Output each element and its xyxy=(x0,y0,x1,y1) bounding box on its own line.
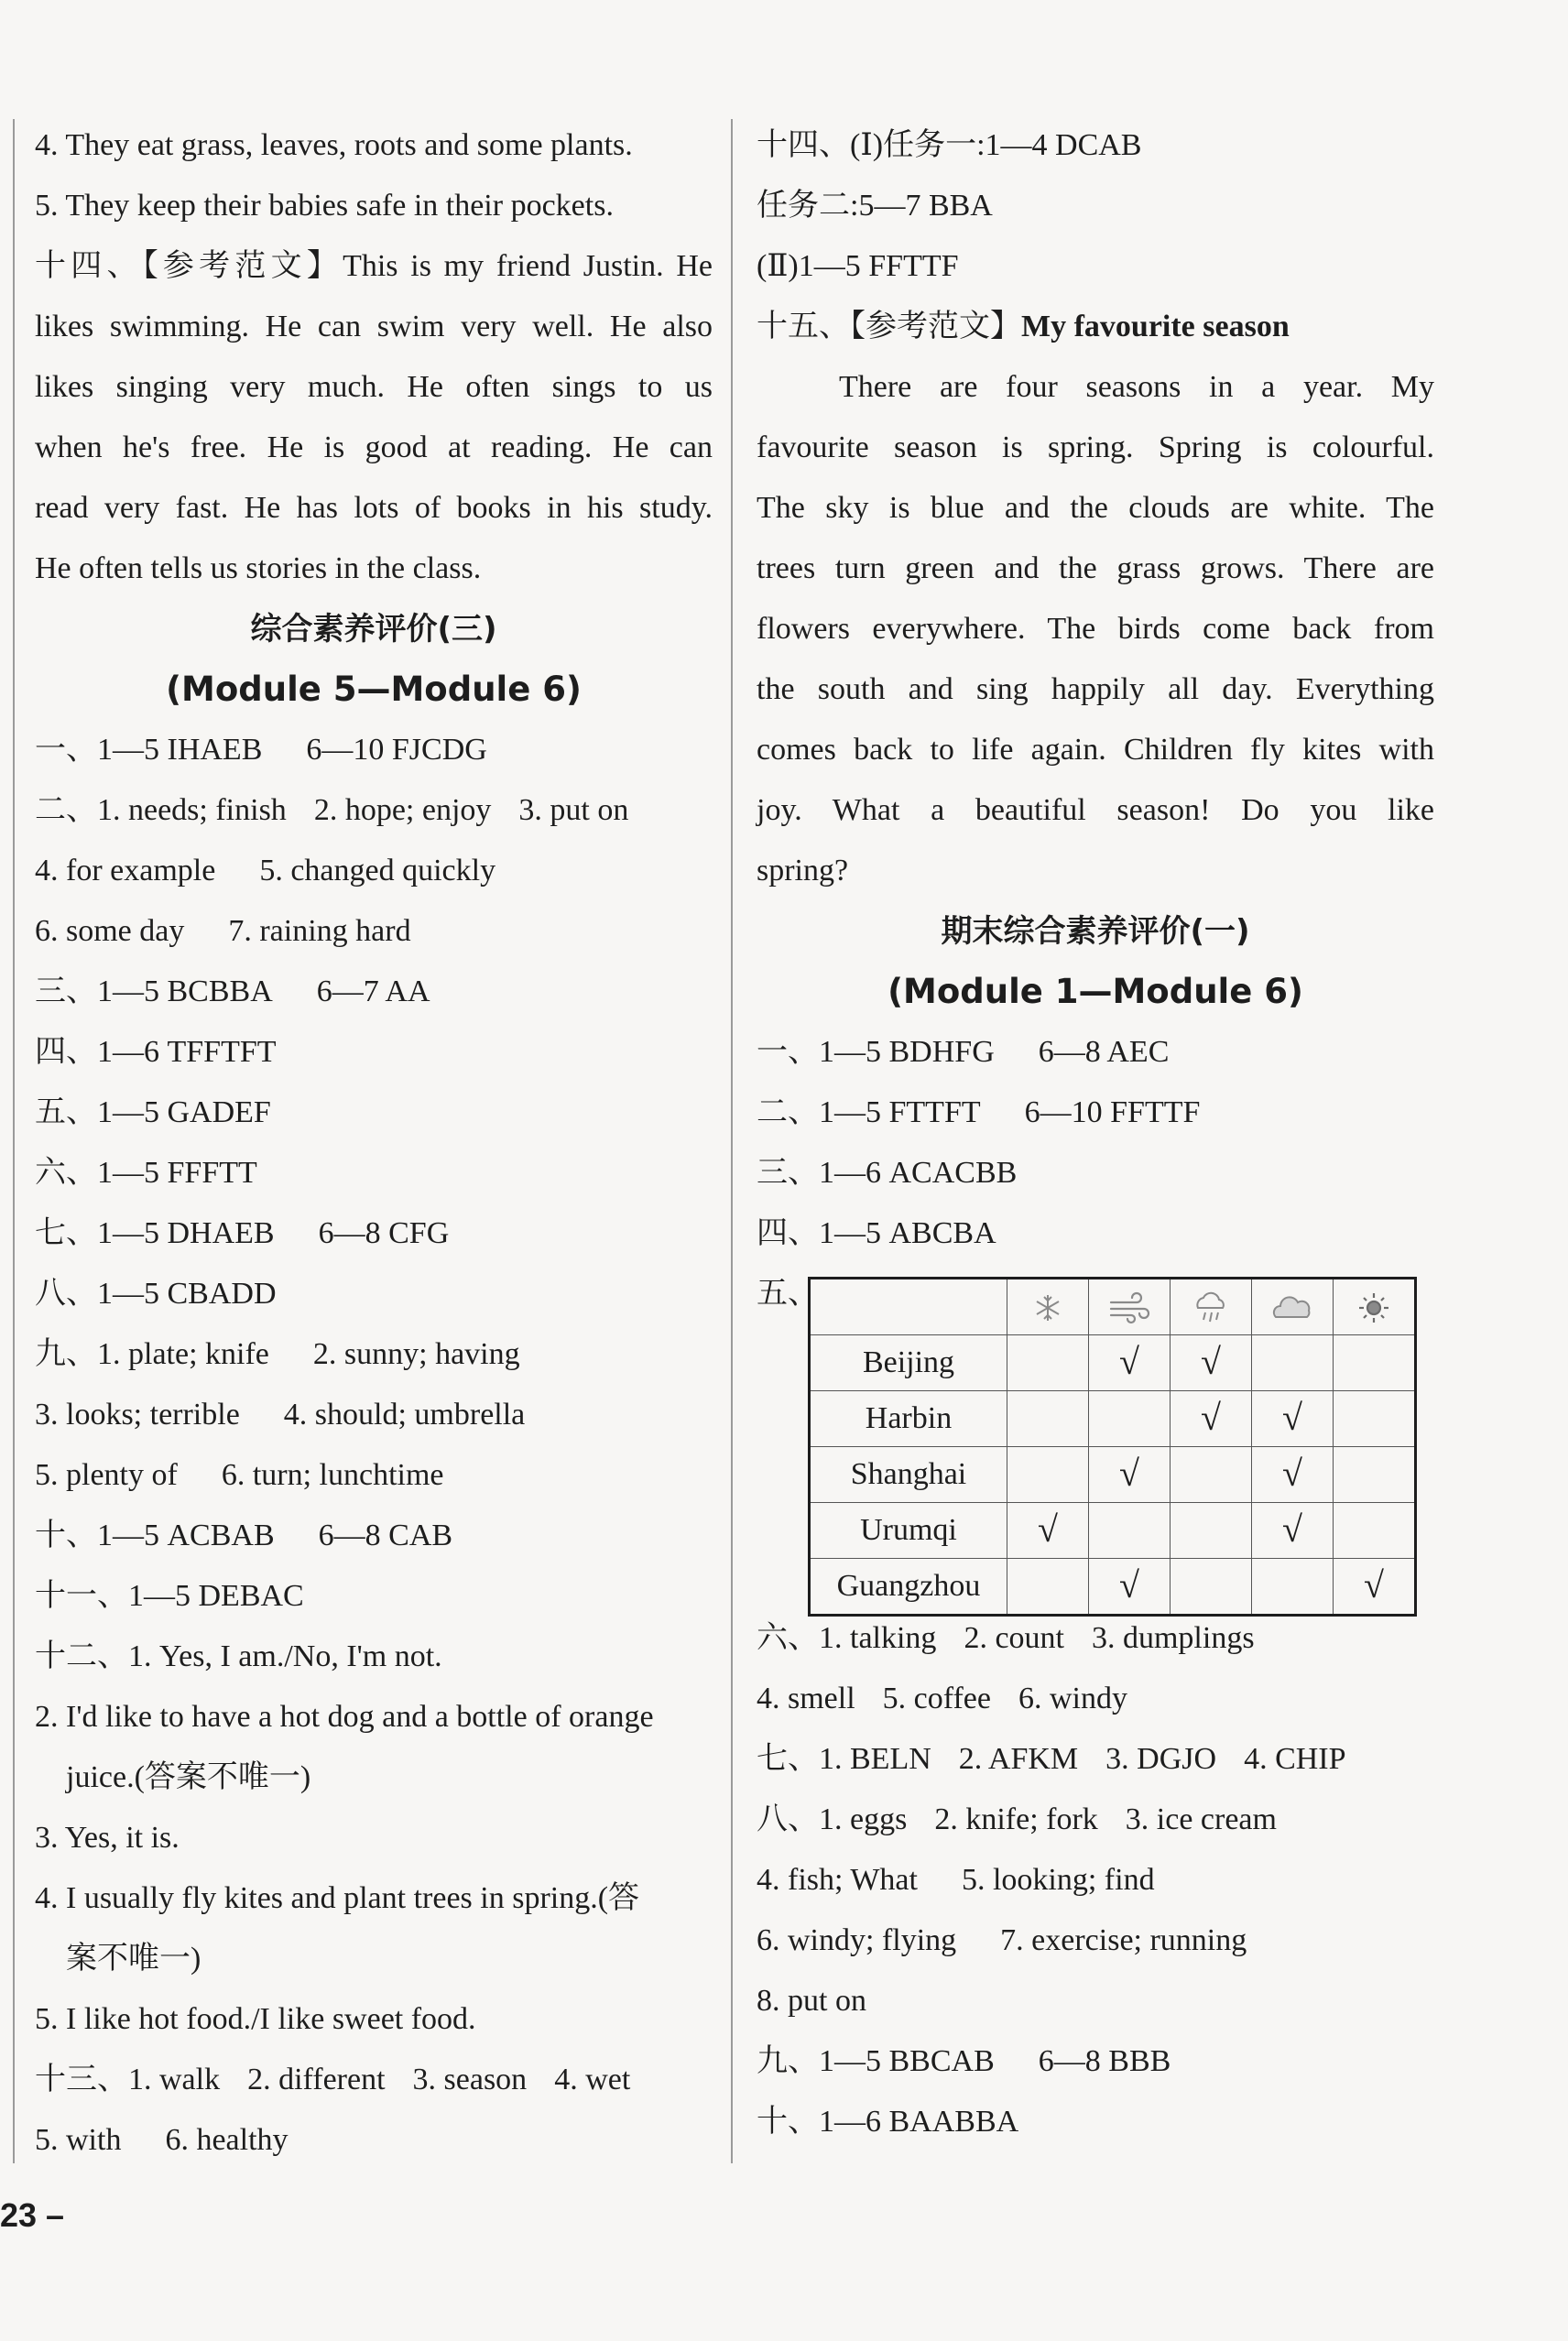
answer-segment: 3. dumplings xyxy=(1091,1621,1255,1655)
mark-cell xyxy=(1171,1503,1252,1559)
answer-segment: 6—8 CFG xyxy=(318,1216,450,1250)
answer-segment: 二、1. needs; finish xyxy=(35,793,287,827)
answer-segment: 十、1—5 ACBAB xyxy=(35,1519,275,1552)
answer-segment: 3. ice cream xyxy=(1125,1802,1277,1836)
section-subtitle: (Module 5—Module 6) xyxy=(166,670,582,709)
answer-segment: 八、1—5 CBADD xyxy=(35,1277,277,1311)
answer-line xyxy=(35,1324,713,1385)
answer-segment: 6—10 FJCDG xyxy=(306,733,487,767)
answer-line xyxy=(757,2092,1434,2152)
answer-segment: 4. smell xyxy=(757,1682,855,1715)
city-cell: Harbin xyxy=(810,1391,1007,1447)
answer-segment: 三、1—5 BCBBA xyxy=(35,975,273,1008)
answer-segment: 6. healthy xyxy=(165,2123,289,2157)
answer-list xyxy=(757,1608,1434,2152)
answer-line xyxy=(35,1445,713,1506)
table-label: 五、 xyxy=(757,1277,819,1311)
answer-line xyxy=(757,1971,1434,2031)
page-number: 23 – xyxy=(0,2196,65,2234)
mark-cell xyxy=(1252,1447,1334,1503)
answer-segment: 2. sunny; having xyxy=(312,1337,520,1371)
section-title: 期末综合素养评价(一) xyxy=(941,913,1250,950)
text-line: 4. They eat grass, leaves, roots and some plants. xyxy=(35,128,633,162)
essay-line: There are four seasons in a year. My xyxy=(839,370,1434,404)
answer-segment: 4. I usually fly kites and plant trees in spring.(答 xyxy=(35,1881,640,1915)
essay-line: comes back to life again. Children fly kites with xyxy=(757,733,1434,767)
answer-segment: 三、1—6 ACACBB xyxy=(757,1156,1018,1190)
answer-segment: 一、1—5 IHAEB xyxy=(35,733,263,767)
answer-segment: 二、1—5 FTTFT xyxy=(757,1095,981,1129)
answer-segment: 五、1—5 GADEF xyxy=(35,1095,271,1129)
answer-line xyxy=(757,1022,1434,1083)
answer-segment: 4. wet xyxy=(554,2063,631,2096)
right-column xyxy=(757,115,1434,2152)
text-line: when he's free. He is good at reading. He can xyxy=(35,430,713,464)
answer-line xyxy=(35,1083,713,1143)
answer-line xyxy=(35,1566,713,1627)
mark-cell xyxy=(1252,1391,1334,1447)
answer-segment: 2. count xyxy=(964,1621,1064,1655)
text-line: likes singing very much. He often sings to us xyxy=(35,370,713,404)
mark-cell xyxy=(1252,1559,1334,1616)
mark-cell xyxy=(1334,1503,1416,1559)
answer-segment: 2. I'd like to have a hot dog and a bottle of orange xyxy=(35,1700,654,1734)
mark-cell xyxy=(1334,1447,1416,1503)
answer-segment: 四、1—5 ABCBA xyxy=(757,1216,996,1250)
answer-line xyxy=(35,1022,713,1083)
header-cell xyxy=(1334,1279,1416,1335)
answer-segment: 4. CHIP xyxy=(1244,1742,1346,1776)
city-cell: Beijing xyxy=(810,1335,1007,1391)
answer-line xyxy=(35,2050,713,2110)
answer-line xyxy=(757,2031,1434,2092)
answer-line xyxy=(35,1687,713,1748)
answer-segment: 一、1—5 BDHFG xyxy=(757,1035,995,1069)
header-cell xyxy=(1089,1279,1171,1335)
check-mark: √ xyxy=(1282,1508,1302,1550)
left-column xyxy=(35,115,713,2171)
mark-cell xyxy=(1171,1391,1252,1447)
mark-cell xyxy=(1252,1503,1334,1559)
answer-line xyxy=(35,1506,713,1566)
answer-line xyxy=(757,1790,1434,1850)
answer-segment: 2. hope; enjoy xyxy=(313,793,492,827)
answer-segment: 5. with xyxy=(35,2123,122,2157)
answer-segment: 2. knife; fork xyxy=(934,1802,1098,1836)
text-line: He often tells us stories in the class. xyxy=(35,551,482,585)
table-header-row xyxy=(810,1279,1416,1335)
essay-line: joy. What a beautiful season! Do you like xyxy=(757,793,1434,827)
cloudy-icon xyxy=(1269,1290,1316,1326)
answer-segment: 6—8 AEC xyxy=(1038,1035,1170,1069)
answer-segment: 六、1. talking xyxy=(757,1621,937,1655)
table-row xyxy=(810,1447,1416,1503)
answer-segment: 七、1—5 DHAEB xyxy=(35,1216,275,1250)
mark-cell xyxy=(1171,1335,1252,1391)
essay-line: flowers everywhere. The birds come back from xyxy=(757,612,1434,646)
essay-heading xyxy=(757,297,1434,357)
answer-segment: 6—7 AA xyxy=(316,975,430,1008)
answer-line xyxy=(35,1203,713,1264)
answer-segment: 四、1—6 TFFTFT xyxy=(35,1035,277,1069)
header-cell xyxy=(1007,1279,1089,1335)
answer-segment: 5. plenty of xyxy=(35,1458,178,1492)
mark-cell xyxy=(1252,1335,1334,1391)
answer-line xyxy=(35,1929,713,1989)
check-mark: √ xyxy=(1201,1397,1221,1438)
answer-segment: 九、1. plate; knife xyxy=(35,1337,269,1371)
answer-line xyxy=(35,720,713,780)
answer-segment: 十三、1. walk xyxy=(35,2063,221,2096)
answer-line xyxy=(757,1083,1434,1143)
section-subtitle: (Module 1—Module 6) xyxy=(887,972,1303,1011)
answer-line xyxy=(757,1911,1434,1971)
table-row xyxy=(810,1391,1416,1447)
answer-segment: 十、1—6 BAABBA xyxy=(757,2105,1019,2139)
answer-list xyxy=(757,1022,1434,1264)
answer-segment: 6—8 CAB xyxy=(318,1519,453,1552)
answer-segment: 3. Yes, it is. xyxy=(35,1821,180,1855)
sunny-icon xyxy=(1350,1290,1398,1326)
check-mark: √ xyxy=(1038,1508,1058,1550)
section-title: 综合素养评价(三) xyxy=(250,611,497,648)
mark-cell xyxy=(1334,1335,1416,1391)
weather-table xyxy=(808,1277,1417,1617)
mark-cell xyxy=(1007,1503,1089,1559)
answer-line xyxy=(35,1627,713,1687)
mark-cell xyxy=(1089,1559,1171,1616)
check-mark: √ xyxy=(1282,1397,1302,1438)
mark-cell xyxy=(1007,1391,1089,1447)
essay-line: spring? xyxy=(757,854,849,887)
answer-segment: 3. put on xyxy=(518,793,629,827)
mark-cell xyxy=(1007,1447,1089,1503)
check-mark: √ xyxy=(1119,1453,1139,1494)
answer-segment: 6. windy xyxy=(1018,1682,1127,1715)
answer-segment: 5. I like hot food./I like sweet food. xyxy=(35,2002,476,2036)
answer-segment: 4. should; umbrella xyxy=(283,1398,526,1432)
city-cell: Shanghai xyxy=(810,1447,1007,1503)
answer-segment: 3. season xyxy=(412,2063,528,2096)
answer-segment: 十一、1—5 DEBAC xyxy=(35,1579,304,1613)
answer-line xyxy=(757,1143,1434,1203)
mark-cell xyxy=(1089,1391,1171,1447)
answer-line xyxy=(757,1850,1434,1911)
answer-segment: 七、1. BELN xyxy=(757,1742,931,1776)
answer-segment: 六、1—5 FFFTT xyxy=(35,1156,257,1190)
answer-segment: 案不唯一) xyxy=(66,1942,201,1976)
answer-segment: 九、1—5 BBCAB xyxy=(757,2044,995,2078)
left-margin-rule xyxy=(13,119,15,2163)
table-body xyxy=(810,1335,1416,1616)
weather-table-block xyxy=(757,1264,1434,1608)
answer-segment: 4. fish; What xyxy=(757,1863,918,1897)
answer-segment: 6—8 BBB xyxy=(1038,2044,1171,2078)
essay-title: My favourite season xyxy=(1021,310,1290,343)
answer-segment: 6. turn; lunchtime xyxy=(221,1458,444,1492)
answer-segment: 6. windy; flying xyxy=(757,1923,957,1957)
answer-segment: 5. changed quickly xyxy=(259,854,496,887)
check-mark: √ xyxy=(1201,1341,1221,1382)
text-line: 5. They keep their babies safe in their pockets. xyxy=(35,189,614,223)
essay-line: favourite season is spring. Spring is colourful. xyxy=(757,430,1434,464)
column-divider xyxy=(731,119,733,2163)
mark-cell xyxy=(1171,1559,1252,1616)
mark-cell xyxy=(1089,1335,1171,1391)
mark-cell xyxy=(1334,1391,1416,1447)
snow-icon xyxy=(1024,1290,1072,1326)
answer-segment: 八、1. eggs xyxy=(757,1802,908,1836)
answer-segment: 8. put on xyxy=(757,1984,866,2018)
windy-icon xyxy=(1105,1290,1153,1326)
answer-segment: 7. raining hard xyxy=(228,914,411,948)
text-line: 十四、【参考范文】This is my friend Justin. He xyxy=(35,249,713,283)
check-mark: √ xyxy=(1119,1341,1139,1382)
header-cell xyxy=(1252,1279,1334,1335)
text-line: 任务二:5—7 BBA xyxy=(757,189,993,223)
rain-icon xyxy=(1187,1290,1235,1326)
answer-segment: 3. DGJO xyxy=(1105,1742,1217,1776)
text-line: (Ⅱ)1—5 FFTTF xyxy=(757,249,959,283)
essay-line: The sky is blue and the clouds are white. The xyxy=(757,491,1434,525)
answer-segment: 3. looks; terrible xyxy=(35,1398,240,1432)
answer-segment: 5. looking; find xyxy=(961,1863,1155,1897)
mark-cell xyxy=(1007,1559,1089,1616)
answer-line xyxy=(35,841,713,901)
answer-segment: 7. exercise; running xyxy=(1000,1923,1247,1957)
answer-list xyxy=(35,720,713,2171)
city-cell: Guangzhou xyxy=(810,1559,1007,1616)
check-mark: √ xyxy=(1282,1453,1302,1494)
mark-cell xyxy=(1089,1503,1171,1559)
essay-line: the south and sing happily all day. Everything xyxy=(757,672,1434,706)
answer-segment: juice.(答案不唯一) xyxy=(66,1760,311,1794)
check-mark: √ xyxy=(1364,1564,1384,1606)
header-cell xyxy=(1171,1279,1252,1335)
answer-line xyxy=(757,1729,1434,1790)
answer-segment: 2. AFKM xyxy=(958,1742,1079,1776)
mark-cell xyxy=(1171,1447,1252,1503)
answer-line xyxy=(757,1608,1434,1669)
mark-cell xyxy=(1007,1335,1089,1391)
text-line: read very fast. He has lots of books in his study. xyxy=(35,491,713,525)
answer-line xyxy=(35,1868,713,1929)
answer-line xyxy=(35,1989,713,2050)
answer-line xyxy=(35,1385,713,1445)
essay-line: trees turn green and the grass grows. There are xyxy=(757,551,1434,585)
answer-line xyxy=(35,901,713,962)
answer-line xyxy=(35,1748,713,1808)
table-row xyxy=(810,1335,1416,1391)
answer-line xyxy=(757,1203,1434,1264)
mark-cell xyxy=(1089,1447,1171,1503)
answer-line xyxy=(35,1808,713,1868)
table-row xyxy=(810,1559,1416,1616)
answer-line xyxy=(35,962,713,1022)
header-blank-cell xyxy=(810,1279,1007,1335)
answer-line xyxy=(35,1143,713,1203)
answer-segment: 4. for example xyxy=(35,854,216,887)
check-mark: √ xyxy=(1119,1564,1139,1606)
answer-line xyxy=(35,780,713,841)
city-cell: Urumqi xyxy=(810,1503,1007,1559)
answer-segment: 6—10 FFTTF xyxy=(1024,1095,1201,1129)
answer-line xyxy=(35,1264,713,1324)
answer-line xyxy=(35,2110,713,2171)
mark-cell xyxy=(1334,1559,1416,1616)
answer-segment: 6. some day xyxy=(35,914,185,948)
answer-segment: 十二、1. Yes, I am./No, I'm not. xyxy=(35,1639,442,1673)
answer-segment: 5. coffee xyxy=(882,1682,991,1715)
answer-line xyxy=(757,1669,1434,1729)
essay-label: 十五、【参考范文】 xyxy=(757,310,1021,343)
text-line: 十四、(Ⅰ)任务一:1—4 DCAB xyxy=(757,128,1142,162)
answer-segment: 2. different xyxy=(247,2063,386,2096)
text-line: likes swimming. He can swim very well. He also xyxy=(35,310,713,343)
table-row xyxy=(810,1503,1416,1559)
